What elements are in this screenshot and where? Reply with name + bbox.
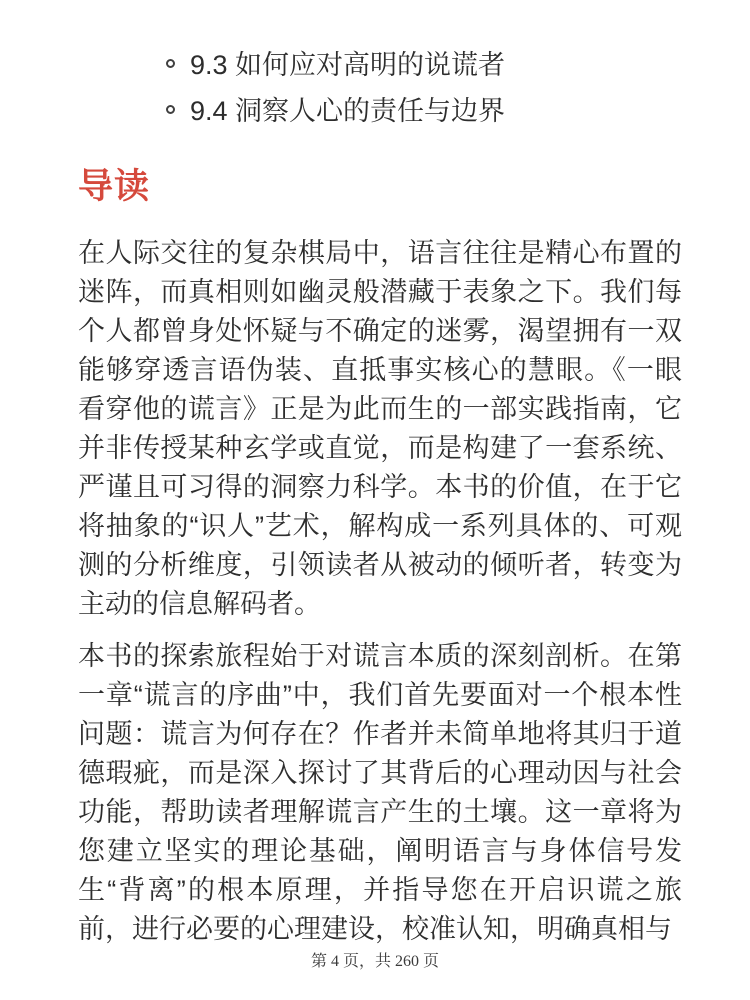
toc-item-label: 9.4 洞察人心的责任与边界 xyxy=(190,96,506,126)
page-number-indicator: 第 4 页，共 260 页 xyxy=(310,953,439,970)
toc-list xyxy=(78,42,682,134)
toc-item-9-4 xyxy=(166,88,682,134)
intro-paragraph-1: 在人际交往的复杂棋局中，语言往往是精心布置的迷阵，而真相则如幽灵般潜藏于表象之下。我们每个人都曾身处怀疑与不确定的迷雾，渴望拥有一双能够穿透言语伪装、直抵事实核心的慧眼。《一眼看穿他的谎言》正是为此而生的一部实践指南，它并非传授某种玄学或直觉，而是构建了一套系统、严谨且可习得的洞察力科学。本书的价值，在于它将抽象的“识人”艺术，解构成一系列具体的、可观测的分析维度，引领读者从被动的倾听者，转变为主动的信息解码者。 xyxy=(78,238,682,619)
toc-item-label: 9.3 如何应对高明的说谎者 xyxy=(190,50,506,80)
circle-bullet-icon xyxy=(166,105,175,114)
intro-paragraph-2: 本书的探索旅程始于对谎言本质的深刻剖析。在第一章“谎言的序曲”中，我们首先要面对一个根本性问题：谎言为何存在？作者并未简单地将其归于道德瑕疵，而是深入探讨了其背后的心理动因与社会功能，帮助读者理解谎言产生的土壤。这一章将为您建立坚实的理论基础，阐明语言与身体信号发生“背离”的根本原理，并指导您在开启识谎之旅前，进行必要的心理建设，校准认知，明确真相与 xyxy=(78,641,682,944)
circle-bullet-icon xyxy=(166,59,175,68)
section-heading-daodu: 导读 xyxy=(78,167,151,206)
toc-item-9-3 xyxy=(166,42,682,88)
